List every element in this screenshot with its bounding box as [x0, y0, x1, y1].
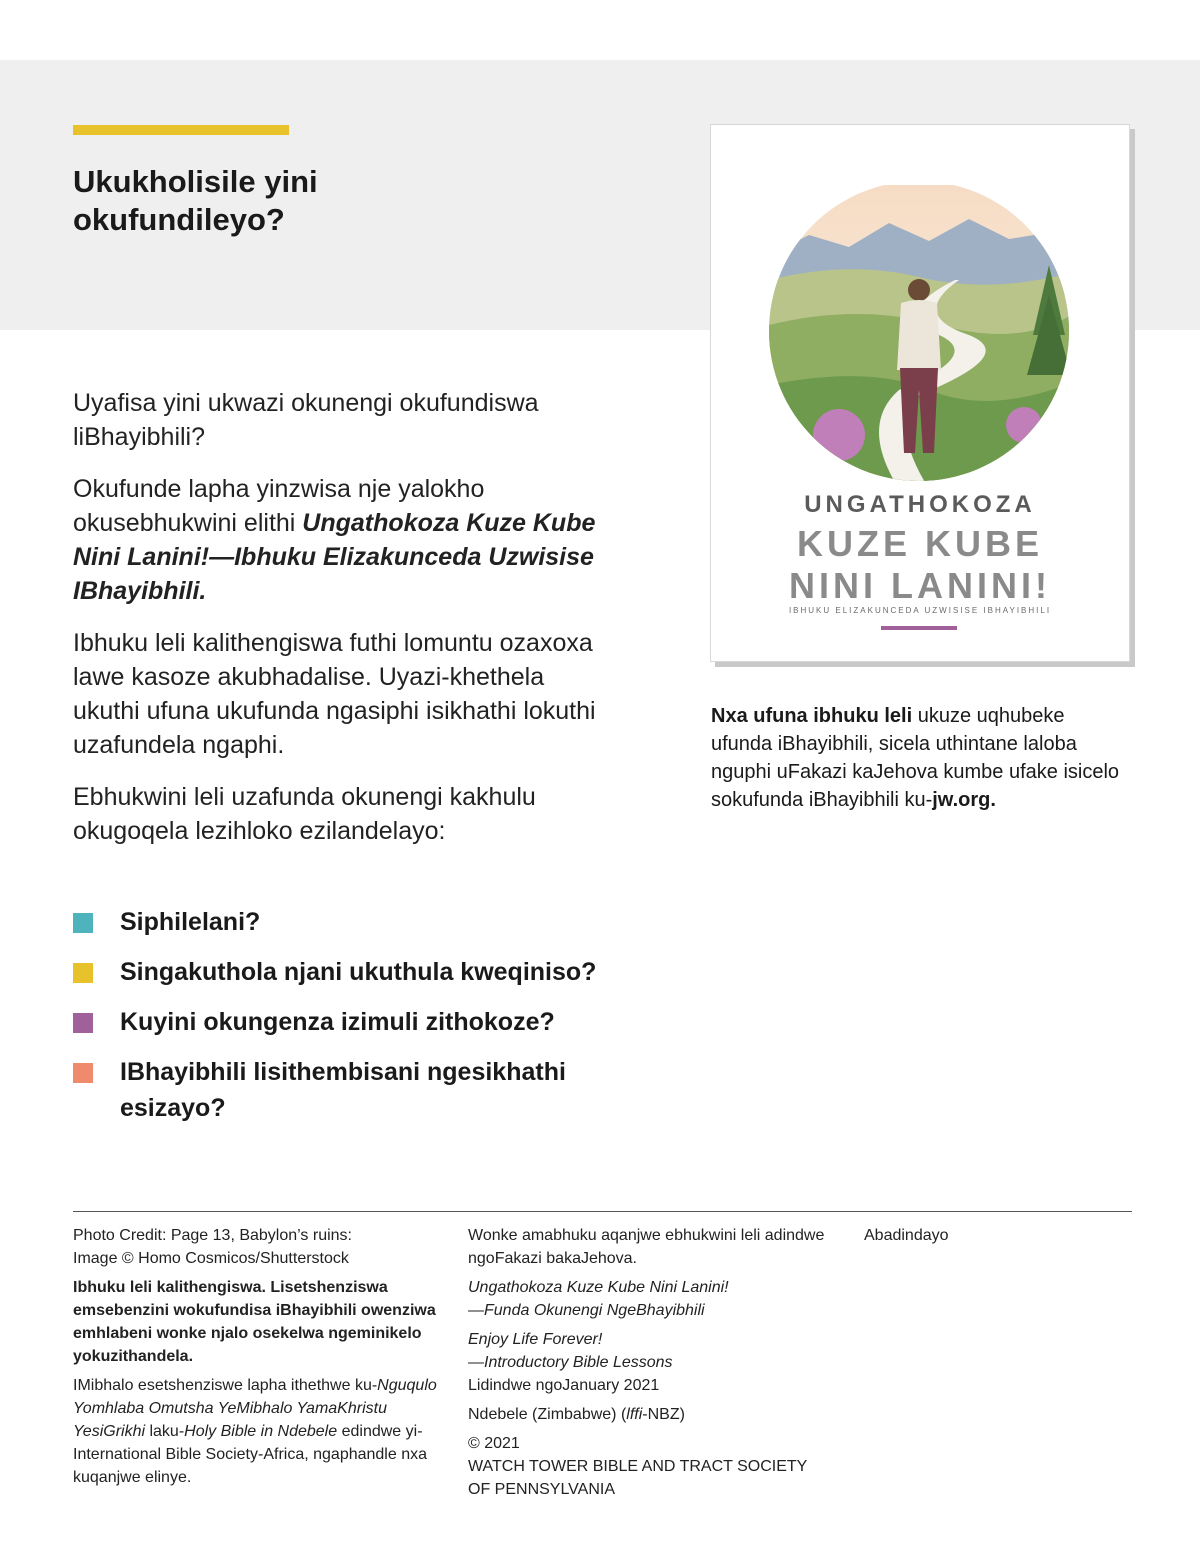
book-accent-line	[881, 626, 957, 630]
topic-item	[73, 954, 603, 990]
square-bullet-icon	[73, 1013, 93, 1033]
bible-note-e: edindwe yi-International Bible Society-Africa, ngaphandle nxa kuqanjwe elinye.	[73, 1423, 427, 1486]
title-ndebele-2: —Funda Okunengi NgeBhayibhili	[468, 1302, 705, 1319]
topic-item	[73, 1054, 603, 1126]
paragraph-3: Ibhuku leli kalithengiswa futhi lomuntu ozaxoxa lawe kasoze akubhadalise. Uyazi-khethela ukuthi ufuna ukufunda ngasiphi isikhathi lokuthi uzafundela ngaphi.	[73, 629, 596, 759]
title-english	[468, 1328, 828, 1397]
topic-list	[73, 904, 603, 1140]
request-note-text: ukuze uqhubeke ufunda iBhayibhili, sicela uthintane laloba nguphi uFakazi kaJehova kumbe ufake isicelo sokufunda iBhayibhili ku-	[711, 705, 1120, 811]
photo-credit	[73, 1224, 438, 1270]
bible-note-a: IMibhalo esetshenziswe lapha ithethwe ku-	[73, 1377, 378, 1394]
title-ndebele	[468, 1276, 828, 1322]
footer-col-1	[73, 1224, 438, 1495]
photo-credit-line-1: Photo Credit: Page 13, Babylon’s ruins:	[73, 1227, 352, 1244]
paragraph-1: Uyafisa yini ukwazi okunengi okufundiswa liBhayibhili?	[73, 389, 539, 451]
book-cover	[710, 124, 1130, 662]
footer-col-2	[468, 1224, 828, 1507]
publisher-label: Abadindayo	[864, 1227, 949, 1244]
bible-note-c: laku-	[145, 1423, 185, 1440]
request-note-lead: Nxa ufuna ibhuku leli	[711, 705, 913, 727]
intro-text	[73, 386, 603, 866]
book-title-line-2: KUZE KUBE	[796, 523, 1043, 564]
square-bullet-icon	[73, 1063, 93, 1083]
copyright	[468, 1432, 828, 1501]
paragraph-2	[73, 472, 603, 608]
accent-bar	[73, 125, 289, 135]
square-bullet-icon	[73, 913, 93, 933]
title-english-2: —Introductory Bible Lessons	[468, 1354, 673, 1371]
language-b: -NBZ)	[642, 1406, 685, 1423]
language-code	[468, 1403, 828, 1426]
square-bullet-icon	[73, 963, 93, 983]
paragraph-2-text: Okufunde lapha yinzwisa nje yalokho okusebhukwini elithi	[73, 475, 485, 537]
publisher-2: OF PENNSYLVANIA	[468, 1481, 615, 1498]
topic-item	[73, 1004, 603, 1040]
topic-label: Singakuthola njani ukuthula kweqiniso?	[120, 958, 597, 986]
footer-col-3	[864, 1224, 1124, 1253]
jw-org-link[interactable]: jw.org.	[932, 789, 996, 811]
book-subtitle: IBHUKU ELIZAKUNCEDA UZWISISE IBHAYIBHILI	[788, 606, 1052, 615]
book-title-main	[711, 523, 1129, 607]
print-date: Lidindwe ngoJanuary 2021	[468, 1377, 660, 1394]
page-title: Ukukholisile yini okufundileyo?	[73, 164, 318, 237]
person-head	[908, 279, 930, 301]
book-title-line-3: NINI LANINI!	[789, 565, 1051, 606]
topic-label: Siphilelani?	[120, 908, 261, 936]
rights-note: Wonke amabhuku aqanjwe ebhukwini leli adindwe ngoFakazi bakaJehova.	[468, 1227, 825, 1267]
bible-note-b: Nguqulo Yomhlaba Omutsha YeMibhalo YamaKhristu YesiGrikhi	[73, 1377, 437, 1440]
topic-label: IBhayibhili lisithembisani ngesikhathi esizayo?	[120, 1058, 566, 1122]
copyright-year: © 2021	[468, 1435, 520, 1452]
publisher-1: WATCH TOWER BIBLE AND TRACT SOCIETY	[468, 1458, 808, 1475]
title-english-1: Enjoy Life Forever!	[468, 1331, 603, 1348]
footer-divider	[73, 1211, 1132, 1212]
title-ndebele-1: Ungathokoza Kuze Kube Nini Lanini!	[468, 1279, 729, 1296]
book-title-inline: Ungathokoza Kuze Kube Nini Lanini!—Ibhuku Elizakunceda Uzwisise IBhayibhili.	[73, 509, 596, 605]
paragraph-4: Ebhukwini leli uzafunda okunengi kakhulu okugoqela lezihloko ezilandelayo:	[73, 783, 536, 845]
book-title-line-1: UNGATHOKOZA	[804, 491, 1036, 518]
topic-label: Kuyini okungenza izimuli zithokoze?	[120, 1008, 555, 1036]
request-note	[711, 702, 1131, 814]
photo-credit-line-2: Image © Homo Cosmicos/Shutterstock	[73, 1250, 349, 1267]
bible-translation-note	[73, 1374, 438, 1489]
bible-note-d: Holy Bible in Ndebele	[184, 1423, 338, 1440]
cover-illustration	[769, 185, 1071, 489]
not-for-sale-notice: Ibhuku leli kalithengiswa. Lisetshenziswa emsebenzini wokufundisa iBhayibhili owenziwa emhlabeni wonke njalo osekelwa ngeminikelo yokuzithandela.	[73, 1279, 436, 1365]
language-code-value: lffi	[626, 1406, 643, 1423]
topic-item	[73, 904, 603, 940]
language-a: Ndebele (Zimbabwe) (	[468, 1406, 627, 1423]
